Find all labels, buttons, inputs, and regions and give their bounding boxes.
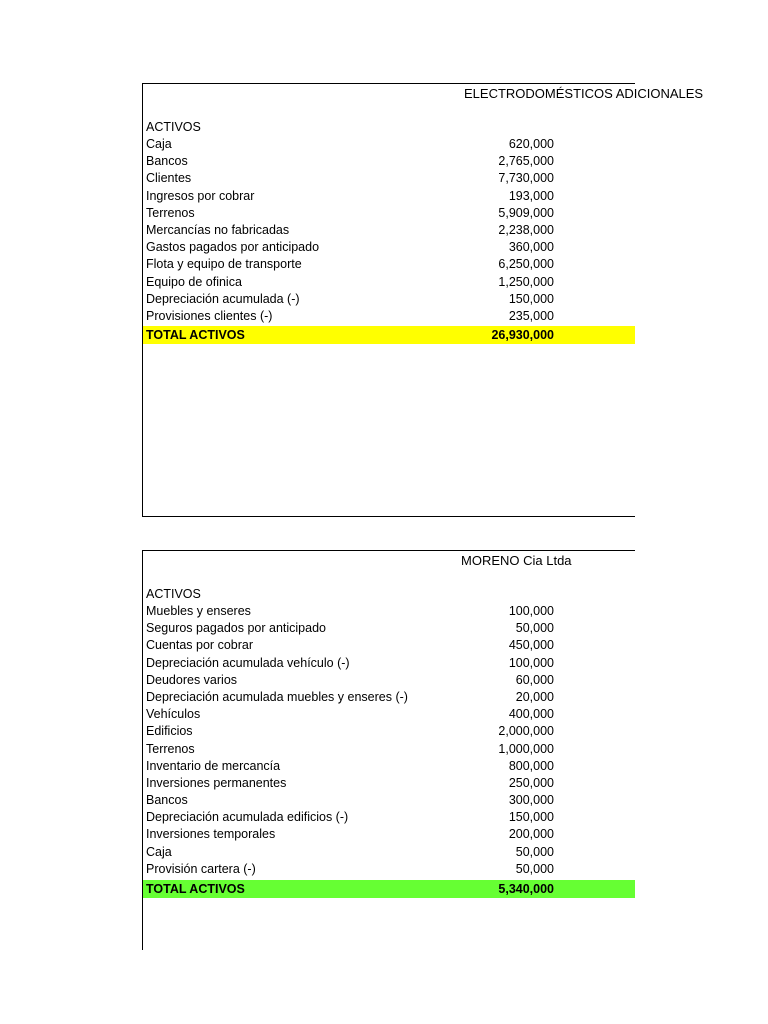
row-value: 50,000 bbox=[515, 844, 554, 859]
row-label: Vehículos bbox=[146, 707, 201, 722]
row-label: Deudores varios bbox=[146, 672, 238, 687]
total-label: TOTAL ACTIVOS bbox=[146, 328, 245, 342]
row-value: 20,000 bbox=[515, 689, 554, 704]
row-value: 150,000 bbox=[508, 291, 554, 306]
section-label-activos: ACTIVOS bbox=[146, 587, 201, 601]
row-label: Clientes bbox=[146, 171, 192, 186]
table-row bbox=[143, 222, 635, 239]
table-row bbox=[143, 723, 635, 740]
total-label: TOTAL ACTIVOS bbox=[146, 882, 245, 896]
table-row bbox=[143, 861, 635, 878]
row-label: Edificios bbox=[146, 724, 193, 739]
company-title: MORENO Cia Ltda bbox=[461, 553, 572, 568]
row-value: 300,000 bbox=[508, 793, 554, 808]
table-row bbox=[143, 308, 635, 325]
table-row bbox=[143, 188, 635, 205]
row-label: Gastos pagados por anticipado bbox=[146, 240, 320, 255]
asset-rows bbox=[143, 136, 635, 325]
table-row bbox=[143, 256, 635, 273]
row-value: 250,000 bbox=[508, 775, 554, 790]
table-row bbox=[143, 775, 635, 792]
table-row bbox=[143, 620, 635, 637]
row-value: 100,000 bbox=[508, 655, 554, 670]
table-row bbox=[143, 603, 635, 620]
row-value: 2,238,000 bbox=[498, 222, 554, 237]
row-label: Bancos bbox=[146, 154, 188, 169]
table-row bbox=[143, 826, 635, 843]
row-value: 235,000 bbox=[508, 308, 554, 323]
table-row bbox=[143, 170, 635, 187]
total-value: 5,340,000 bbox=[498, 882, 554, 896]
total-value: 26,930,000 bbox=[491, 328, 554, 342]
total-row bbox=[143, 880, 635, 898]
row-value: 7,730,000 bbox=[498, 171, 554, 186]
asset-rows bbox=[143, 603, 635, 878]
table-row bbox=[143, 239, 635, 256]
row-label: Provisión cartera (-) bbox=[146, 861, 256, 876]
row-value: 2,765,000 bbox=[498, 154, 554, 169]
table-row bbox=[143, 655, 635, 672]
row-label: Caja bbox=[146, 137, 172, 151]
row-label: Terrenos bbox=[146, 741, 195, 756]
table-row bbox=[143, 291, 635, 308]
row-label: Inventario de mercancía bbox=[146, 758, 281, 773]
row-value: 100,000 bbox=[508, 604, 554, 618]
row-label: Flota y equipo de transporte bbox=[146, 257, 302, 272]
table-row bbox=[143, 153, 635, 170]
table-row bbox=[143, 758, 635, 775]
total-row bbox=[143, 326, 635, 344]
row-value: 60,000 bbox=[515, 672, 554, 687]
row-label: Caja bbox=[146, 844, 172, 859]
table-row bbox=[143, 689, 635, 706]
table-row bbox=[143, 844, 635, 861]
row-label: Inversiones temporales bbox=[146, 827, 276, 842]
row-value: 5,909,000 bbox=[498, 205, 554, 220]
table-row bbox=[143, 809, 635, 826]
row-value: 6,250,000 bbox=[498, 257, 554, 272]
row-label: Depreciación acumulada vehículo (-) bbox=[146, 655, 350, 670]
section-label-activos: ACTIVOS bbox=[146, 120, 201, 134]
row-label: Terrenos bbox=[146, 205, 195, 220]
row-label: Cuentas por cobrar bbox=[146, 638, 254, 653]
table-row bbox=[143, 637, 635, 654]
row-label: Depreciación acumulada (-) bbox=[146, 291, 300, 306]
row-label: Depreciación acumulada edificios (-) bbox=[146, 810, 349, 825]
row-label: Provisiones clientes (-) bbox=[146, 308, 273, 323]
row-value: 2,000,000 bbox=[498, 724, 554, 739]
row-label: Equipo de ofinica bbox=[146, 274, 242, 289]
row-label: Bancos bbox=[146, 793, 188, 808]
table-row bbox=[143, 741, 635, 758]
table-row bbox=[143, 672, 635, 689]
row-value: 400,000 bbox=[508, 707, 554, 722]
table-row bbox=[143, 274, 635, 291]
row-label: Mercancías no fabricadas bbox=[146, 222, 290, 237]
row-value: 800,000 bbox=[508, 758, 554, 773]
row-label: Inversiones permanentes bbox=[146, 775, 287, 790]
row-label: Muebles y enseres bbox=[146, 604, 251, 618]
company-title: ELECTRODOMÉSTICOS ADICIONALES bbox=[464, 86, 704, 101]
table-row bbox=[143, 136, 635, 153]
row-value: 620,000 bbox=[508, 137, 554, 151]
balance-sheet-moreno bbox=[142, 550, 635, 950]
row-label: Seguros pagados por anticipado bbox=[146, 621, 326, 636]
table-row bbox=[143, 706, 635, 723]
row-value: 50,000 bbox=[515, 861, 554, 876]
row-value: 450,000 bbox=[508, 638, 554, 653]
row-value: 150,000 bbox=[508, 810, 554, 825]
row-label: Depreciación acumulada muebles y enseres (-) bbox=[146, 689, 408, 704]
row-value: 360,000 bbox=[508, 240, 554, 255]
row-label: Ingresos por cobrar bbox=[146, 188, 255, 203]
row-value: 200,000 bbox=[508, 827, 554, 842]
row-value: 50,000 bbox=[515, 621, 554, 636]
table-row bbox=[143, 792, 635, 809]
row-value: 193,000 bbox=[508, 188, 554, 203]
balance-sheet-electrodomesticos bbox=[142, 83, 704, 517]
row-value: 1,000,000 bbox=[498, 741, 554, 756]
table-row bbox=[143, 205, 635, 222]
row-value: 1,250,000 bbox=[498, 274, 554, 289]
